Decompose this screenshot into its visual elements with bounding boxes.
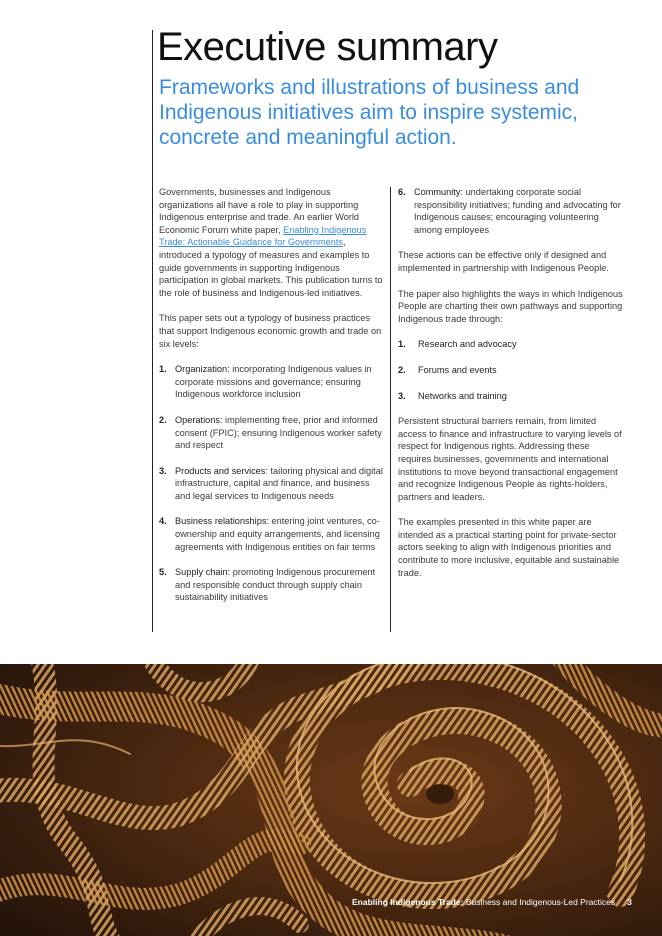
- pathways-list: [398, 338, 624, 402]
- examples-paragraph: The examples presented in this white paper are intended as a practical starting point for private-sector actors seeking to align with Indigenous priorities and contribute to more inclusive, equitable and sustainable trade.: [398, 517, 620, 578]
- list-item-supply-chain: 5. Supply chain: promoting Indigenous procurement and responsible conduct through supply chain sustainability initiatives: [159, 567, 376, 603]
- page-number: 3: [627, 897, 632, 907]
- list-item-organization: 1. Organization: incorporating Indigenous values in corporate missions and governance; ensuring Indigenous workforce inclusion: [159, 364, 372, 400]
- woven-spiral-illustration: [0, 664, 662, 936]
- column-divider: [390, 187, 391, 632]
- title-rule: [152, 30, 153, 632]
- page-subtitle: Frameworks and illustrations of business and Indigenous initiatives aim to inspire systemic, concrete and meaningful action.: [159, 76, 580, 149]
- pathways-intro-paragraph: The paper also highlights the ways in which Indigenous People are charting their own pathways and supporting Indigenous trade through:: [398, 288, 623, 324]
- list-item-operations: 2. Operations: implementing free, prior and informed consent (FPIC); ensuring Indigenous worker safety and respect: [159, 414, 382, 451]
- pathway-item: 3. Networks and training: [398, 390, 507, 401]
- enabling-indigenous-trade-link[interactable]: Enabling Indigenous Trade: Actionable Guidance for Governments: [159, 224, 367, 248]
- right-column: [398, 186, 624, 592]
- page-footer: [352, 897, 632, 907]
- pathway-item: 1. Research and advocacy: [398, 339, 517, 350]
- list-item-community: 6. Community: undertaking corporate social responsibility initiatives; funding and advocating for Indigenous causes; encouraging volunteering among employees: [398, 187, 621, 235]
- typology-intro-paragraph: This paper sets out a typology of business practices that support Indigenous economic growth and trade on six levels:: [159, 313, 382, 349]
- list-item-products-services: 3. Products and services: tailoring physical and digital infrastructure, capital and finance, and business and legal services to Indigenous needs: [159, 465, 383, 501]
- levels-list-continued: [398, 186, 624, 236]
- partnership-paragraph: These actions can be effective only if designed and implemented in partnership with Indigenous People.: [398, 250, 609, 273]
- footer-title-bold: Enabling Indigenous Trade:: [352, 897, 464, 907]
- intro-paragraph: Governments, businesses and Indigenous organizations all have a role to play in supporting Indigenous enterprise and trade. An earlier World Economic Forum white paper, Enabling Indigenous Trade: Actionable Guidance for Governments, introduced a typology of measures and examples to guide governments in supporting Indigenous participation in global markets. This publication turns to the role of business and Indigenous-led initiatives.: [159, 187, 383, 298]
- woven-rattan-photo: [0, 664, 662, 936]
- barriers-paragraph: Persistent structural barriers remain, from limited access to finance and infrastructure to varying levels of respect for Indigenous rights. Addressing these requires businesses, governments and international institutions to move beyond transactional engagement and recognize Indigenous People as rights-holders, partners and leaders.: [398, 416, 622, 502]
- list-item-business-relationships: 4. Business relationships: entering joint ventures, co-ownership and equity arrangements, and licensing agreements with Indigenous entities on fair terms: [159, 516, 380, 552]
- page-title: Executive summary: [157, 25, 498, 69]
- footer-title-rest: Business and Indigenous-Led Practices: [463, 897, 616, 907]
- levels-list: [159, 363, 385, 604]
- pathway-item: 2. Forums and events: [398, 364, 497, 375]
- left-column: [159, 186, 385, 617]
